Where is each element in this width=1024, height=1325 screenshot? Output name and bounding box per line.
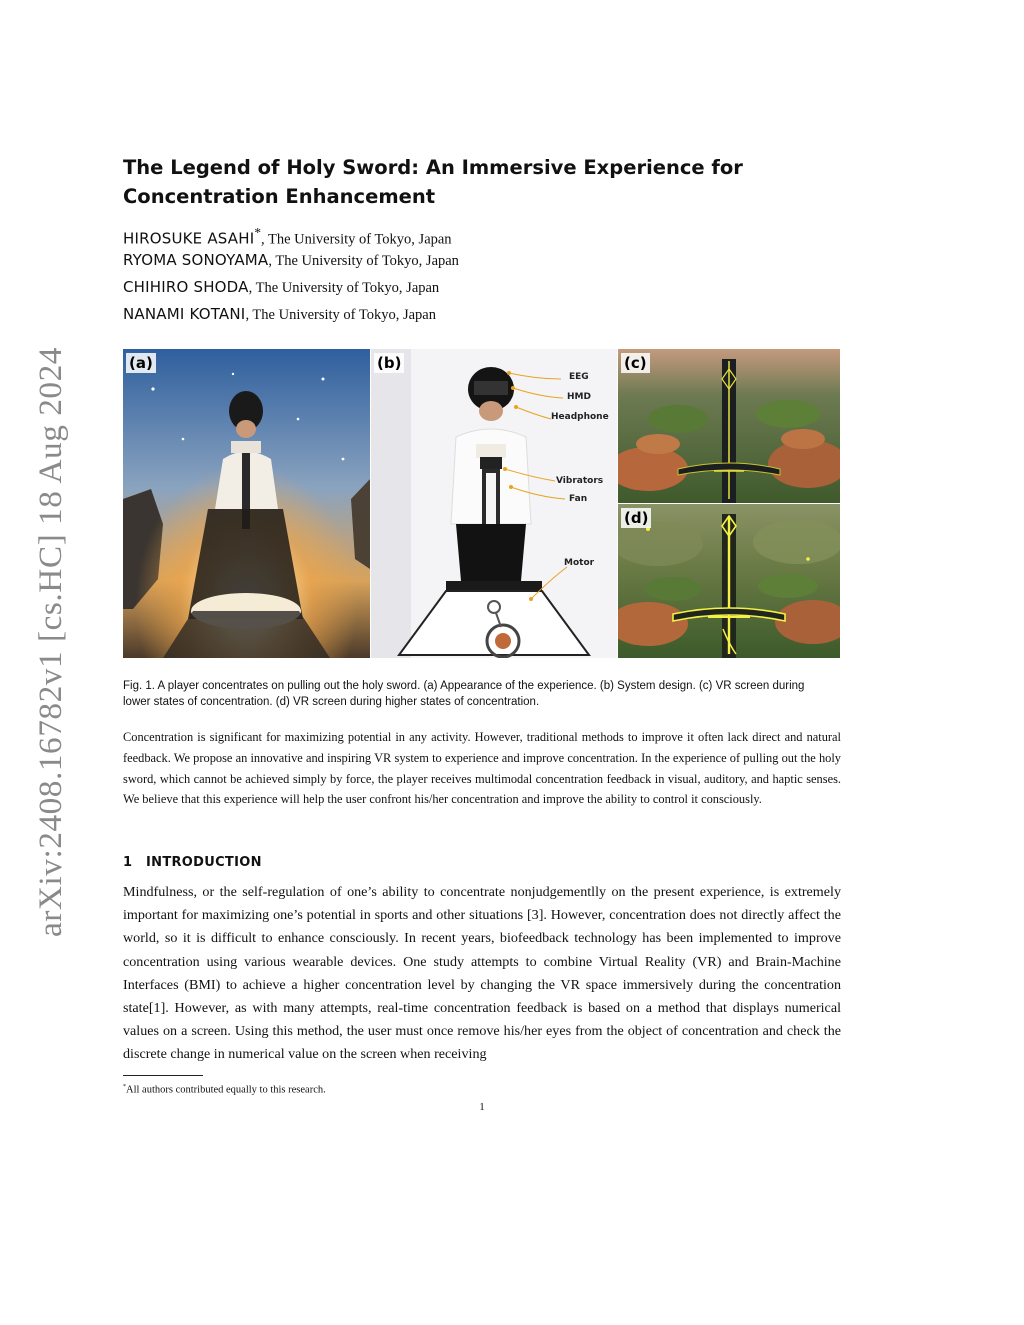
figure-panel-appearance: [123, 349, 370, 658]
panel-tag-b: (b): [374, 353, 404, 373]
figure-caption: [123, 678, 843, 710]
author-entry: [123, 303, 843, 330]
paper-title: The Legend of Holy Sword: An Immersive Experience for Concentration Enhancement: [123, 156, 743, 208]
author-list: [123, 222, 843, 330]
author-affiliation: , The University of Tokyo, Japan: [245, 307, 436, 323]
panel-tag-c: (c): [621, 353, 650, 373]
author-entry: [123, 222, 843, 249]
author-name: NANAMI KOTANI: [123, 305, 246, 323]
label-vibrators: Vibrators: [556, 476, 604, 486]
appearance-photo-illustration: [123, 349, 370, 658]
author-name: CHIHIRO SHODA: [123, 278, 249, 296]
author-affiliation: , The University of Tokyo, Japan: [248, 280, 440, 296]
label-headphone: Headphone: [551, 412, 609, 422]
label-fan: Fan: [569, 494, 588, 504]
footnote-divider: [123, 1075, 203, 1076]
author-entry: [123, 249, 843, 276]
equal-contribution-marker: *: [254, 225, 262, 240]
footnote-marker: *: [123, 1084, 126, 1090]
label-eeg: EEG: [569, 372, 589, 382]
label-hmd: HMD: [567, 392, 591, 402]
section-heading: [123, 855, 262, 870]
arxiv-identifier-text: arXiv:2408.16782v1 [cs.HC] 18 Aug 2024: [33, 353, 69, 937]
figure-panel-vr-low-concentration: [618, 349, 840, 503]
label-motor: Motor: [564, 558, 595, 568]
figure-panel-vr-high-concentration: [618, 504, 840, 658]
footnote-text: All authors contributed equally to this research.: [126, 1084, 326, 1096]
author-affiliation: , The University of Tokyo, Japan: [268, 253, 459, 269]
introduction-paragraph: Mindfulness, or the self-regulation of one’s ability to concentrate nonjudgementlly on the present experience, is extremely important for maximizing one’s potential in sports and other situations [3]. However, concentration does not directly affect the world, so it is difficult to enhance consciously. In recent years, biofeedback technology has been implemented to improve concentration using various wearable devices. One study attempts to combine Virtual Reality (VR) and Brain-Machine Interfaces (BMI) to achieve a higher concentration level by changing the VR space immersively during the concentration state[1]. However, as with many attempts, real-time concentration feedback is based on a method that displays numerical values on a screen. Using this method, the user must once remove his/her eyes from the object of concentration and check the discrete change in numerical value on the screen when receiving: [123, 884, 841, 1063]
figure-caption-line: Fig. 1. A player concentrates on pulling out the holy sword. (a) Appearance of the experience. (b) System design. (c) VR screen during: [123, 680, 805, 692]
footnote: [123, 1080, 326, 1098]
author-entry: [123, 276, 843, 303]
vr-screen-low-illustration: [618, 349, 840, 503]
section-title: INTRODUCTION: [146, 855, 262, 870]
author-name: HIROSUKE ASAHI: [123, 229, 255, 248]
panel-tag-d: (d): [621, 508, 651, 528]
figure-caption-line: lower states of concentration. (d) VR screen during higher states of concentration.: [123, 696, 540, 708]
section-number: 1: [123, 855, 133, 870]
panel-tag-a: (a): [126, 353, 156, 373]
author-affiliation: , The University of Tokyo, Japan: [261, 231, 452, 248]
figure-panel-system-design: [371, 349, 617, 658]
author-name: RYOMA SONOYAMA: [123, 251, 269, 269]
arxiv-identifier-stamp: [30, 345, 70, 940]
figure-1: [123, 349, 840, 658]
page-number: 1: [479, 1101, 485, 1113]
abstract: Concentration is significant for maximizing potential in any activity. However, traditional methods to improve it often lack direct and natural feedback. We propose an innovative and inspiring VR system to experience and improve concentration. In the experience of pulling out the holy sword, which cannot be achieved simply by force, the player receives multimodal concentration feedback in visual, auditory, and haptic senses. We believe that this experience will help the user confront his/her concentration and improve the ability to control it consciously.: [123, 730, 841, 807]
